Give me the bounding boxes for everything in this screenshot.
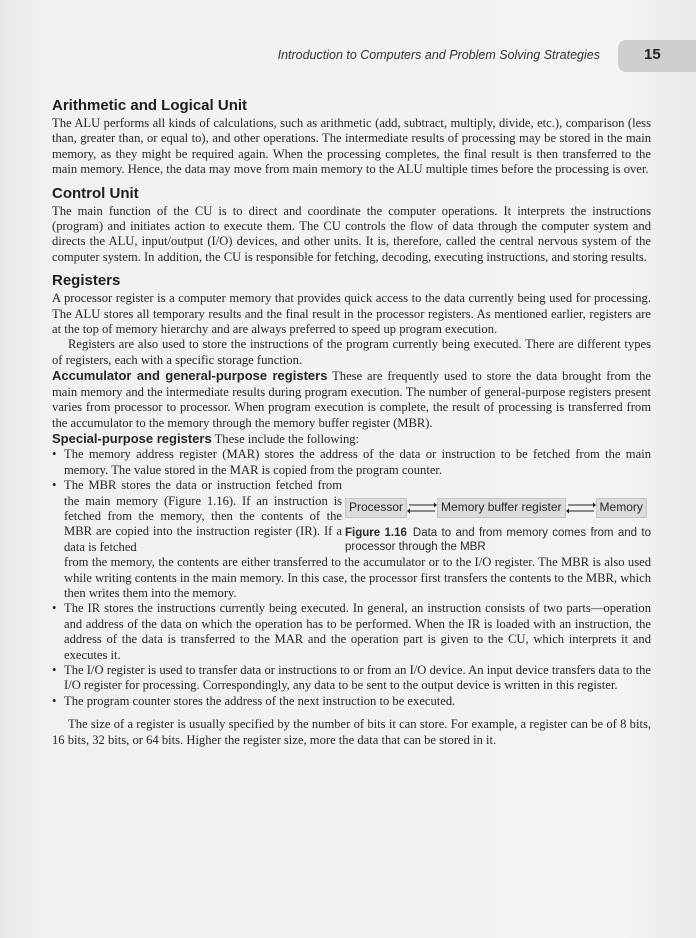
page-number: 15	[644, 46, 661, 63]
processor-box: Processor	[345, 498, 407, 517]
register-list	[52, 447, 651, 709]
accumulator-heading: Accumulator and general-purpose registers	[52, 368, 328, 384]
mbr-figure-wrap	[64, 478, 651, 555]
cu-heading: Control Unit	[52, 184, 139, 202]
registers-heading: Registers	[52, 272, 121, 290]
mbr-text-bottom: from the memory, the contents are either transferred to the accumulator or to the I/O register. The MBR is also used while writing contents in the main memory. In this case, the processor first transfers the contents to the MBR, which then writes them into the memory.	[64, 555, 651, 600]
accumulator-paragraph	[52, 368, 651, 431]
figure-diagram	[345, 498, 651, 517]
accumulator-text: These are frequently used to store the data brought from the main memory and the intermediate results during program execution. The number of general-purpose registers present varies from processor to processor. When program execution is complete, the result of processing is transferred from the accumulator to the memory through the memory buffer register (MBR).	[52, 369, 651, 430]
figure-number: Figure 1.16	[345, 526, 407, 539]
page-header	[0, 40, 696, 74]
registers-paragraph-2: Registers are also used to store the instructions of the program currently being executed. There are different types of registers, each with a specific storage function.	[52, 337, 651, 367]
memory-box: Memory	[596, 498, 647, 517]
list-item-ir: • The IR stores the instructions currently being executed. In general, an instruction consists of two parts—operation and address of the data on which the operation has to be performed. When the IR is loaded with an instruction, the address of the data is transferred to the MAR and the operation part is given to the CU, which interprets it and executes it.	[52, 601, 651, 663]
special-purpose-heading: Special-purpose registers	[52, 430, 212, 446]
page-number-tab	[618, 40, 696, 72]
list-item-pc: • The program counter stores the address of the next instruction to be executed.	[52, 694, 651, 709]
alu-section	[52, 96, 651, 178]
bidirectional-arrow-icon	[566, 501, 596, 515]
special-purpose-paragraph	[52, 431, 651, 447]
mbr-text-top: • The MBR stores the data or instruction fetched from the main memory (Figure 1.16). If an instruction is fetched from the memory, then the contents of the MBR are copied into the instruction register (IR). If a data is fetched	[64, 478, 342, 554]
running-title: Introduction to Computers and Problem Solving Strategies	[277, 48, 600, 62]
alu-heading: Arithmetic and Logical Unit	[52, 97, 248, 114]
page-content	[52, 96, 651, 754]
figure-caption-text: Data to and from memory comes from and to processor through the MBR	[345, 526, 652, 553]
bidirectional-arrow-icon	[407, 501, 437, 515]
cu-paragraph: The main function of the CU is to direct and coordinate the computer operations. It interprets the instructions (program) and initiates action to execute them. The CU controls the flow of data through the computer system and directs the ALU, input/output (I/O) devices, and other units. It is, therefore, called the central nervous system of the computer system. In addition, the CU is responsible for fetching, decoding, executing instructions, and storing results.	[52, 203, 651, 264]
register-size-paragraph: The size of a register is usually specified by the number of bits it can store. For example, a register can be of 8 bits, 16 bits, 32 bits, or 64 bits. Higher the register size, more the data that can be stored in it.	[52, 717, 651, 747]
list-item-mbr	[52, 478, 651, 601]
figure-1-16	[345, 498, 651, 553]
cu-section	[52, 184, 651, 266]
special-purpose-text: These include the following:	[214, 431, 360, 446]
alu-paragraph: The ALU performs all kinds of calculations, such as arithmetic (add, subtract, multiply, divide, etc.), comparison (less than, greater than, or equal to), and other operations. The intermediate results of processing may be stored in the main memory, as they might be required again. When the processing completes, the final result is then transferred to the main memory. Hence, the data may move from main memory to the ALU multiple times before the processing is over.	[52, 116, 651, 177]
registers-paragraph-1: A processor register is a computer memory that provides quick access to the data currently being used for processing. The ALU stores all temporary results and the final result in the processor registers. As mentioned earlier, registers are at the top of memory hierarchy and are always preferred to speed up program execution.	[52, 291, 651, 337]
registers-section	[52, 271, 651, 748]
list-item-mar: • The memory address register (MAR) stores the address of the data or instruction to be fetched from the main memory. The value stored in the MAR is copied from the program counter.	[52, 447, 651, 478]
list-item-io: • The I/O register is used to transfer data or instructions to or from an I/O device. An input device transfers data to the I/O register for processing. Correspondingly, any data to be sent to the output device is written in this register.	[52, 663, 651, 694]
mbr-box: Memory buffer register	[437, 498, 566, 517]
figure-caption	[345, 526, 651, 554]
